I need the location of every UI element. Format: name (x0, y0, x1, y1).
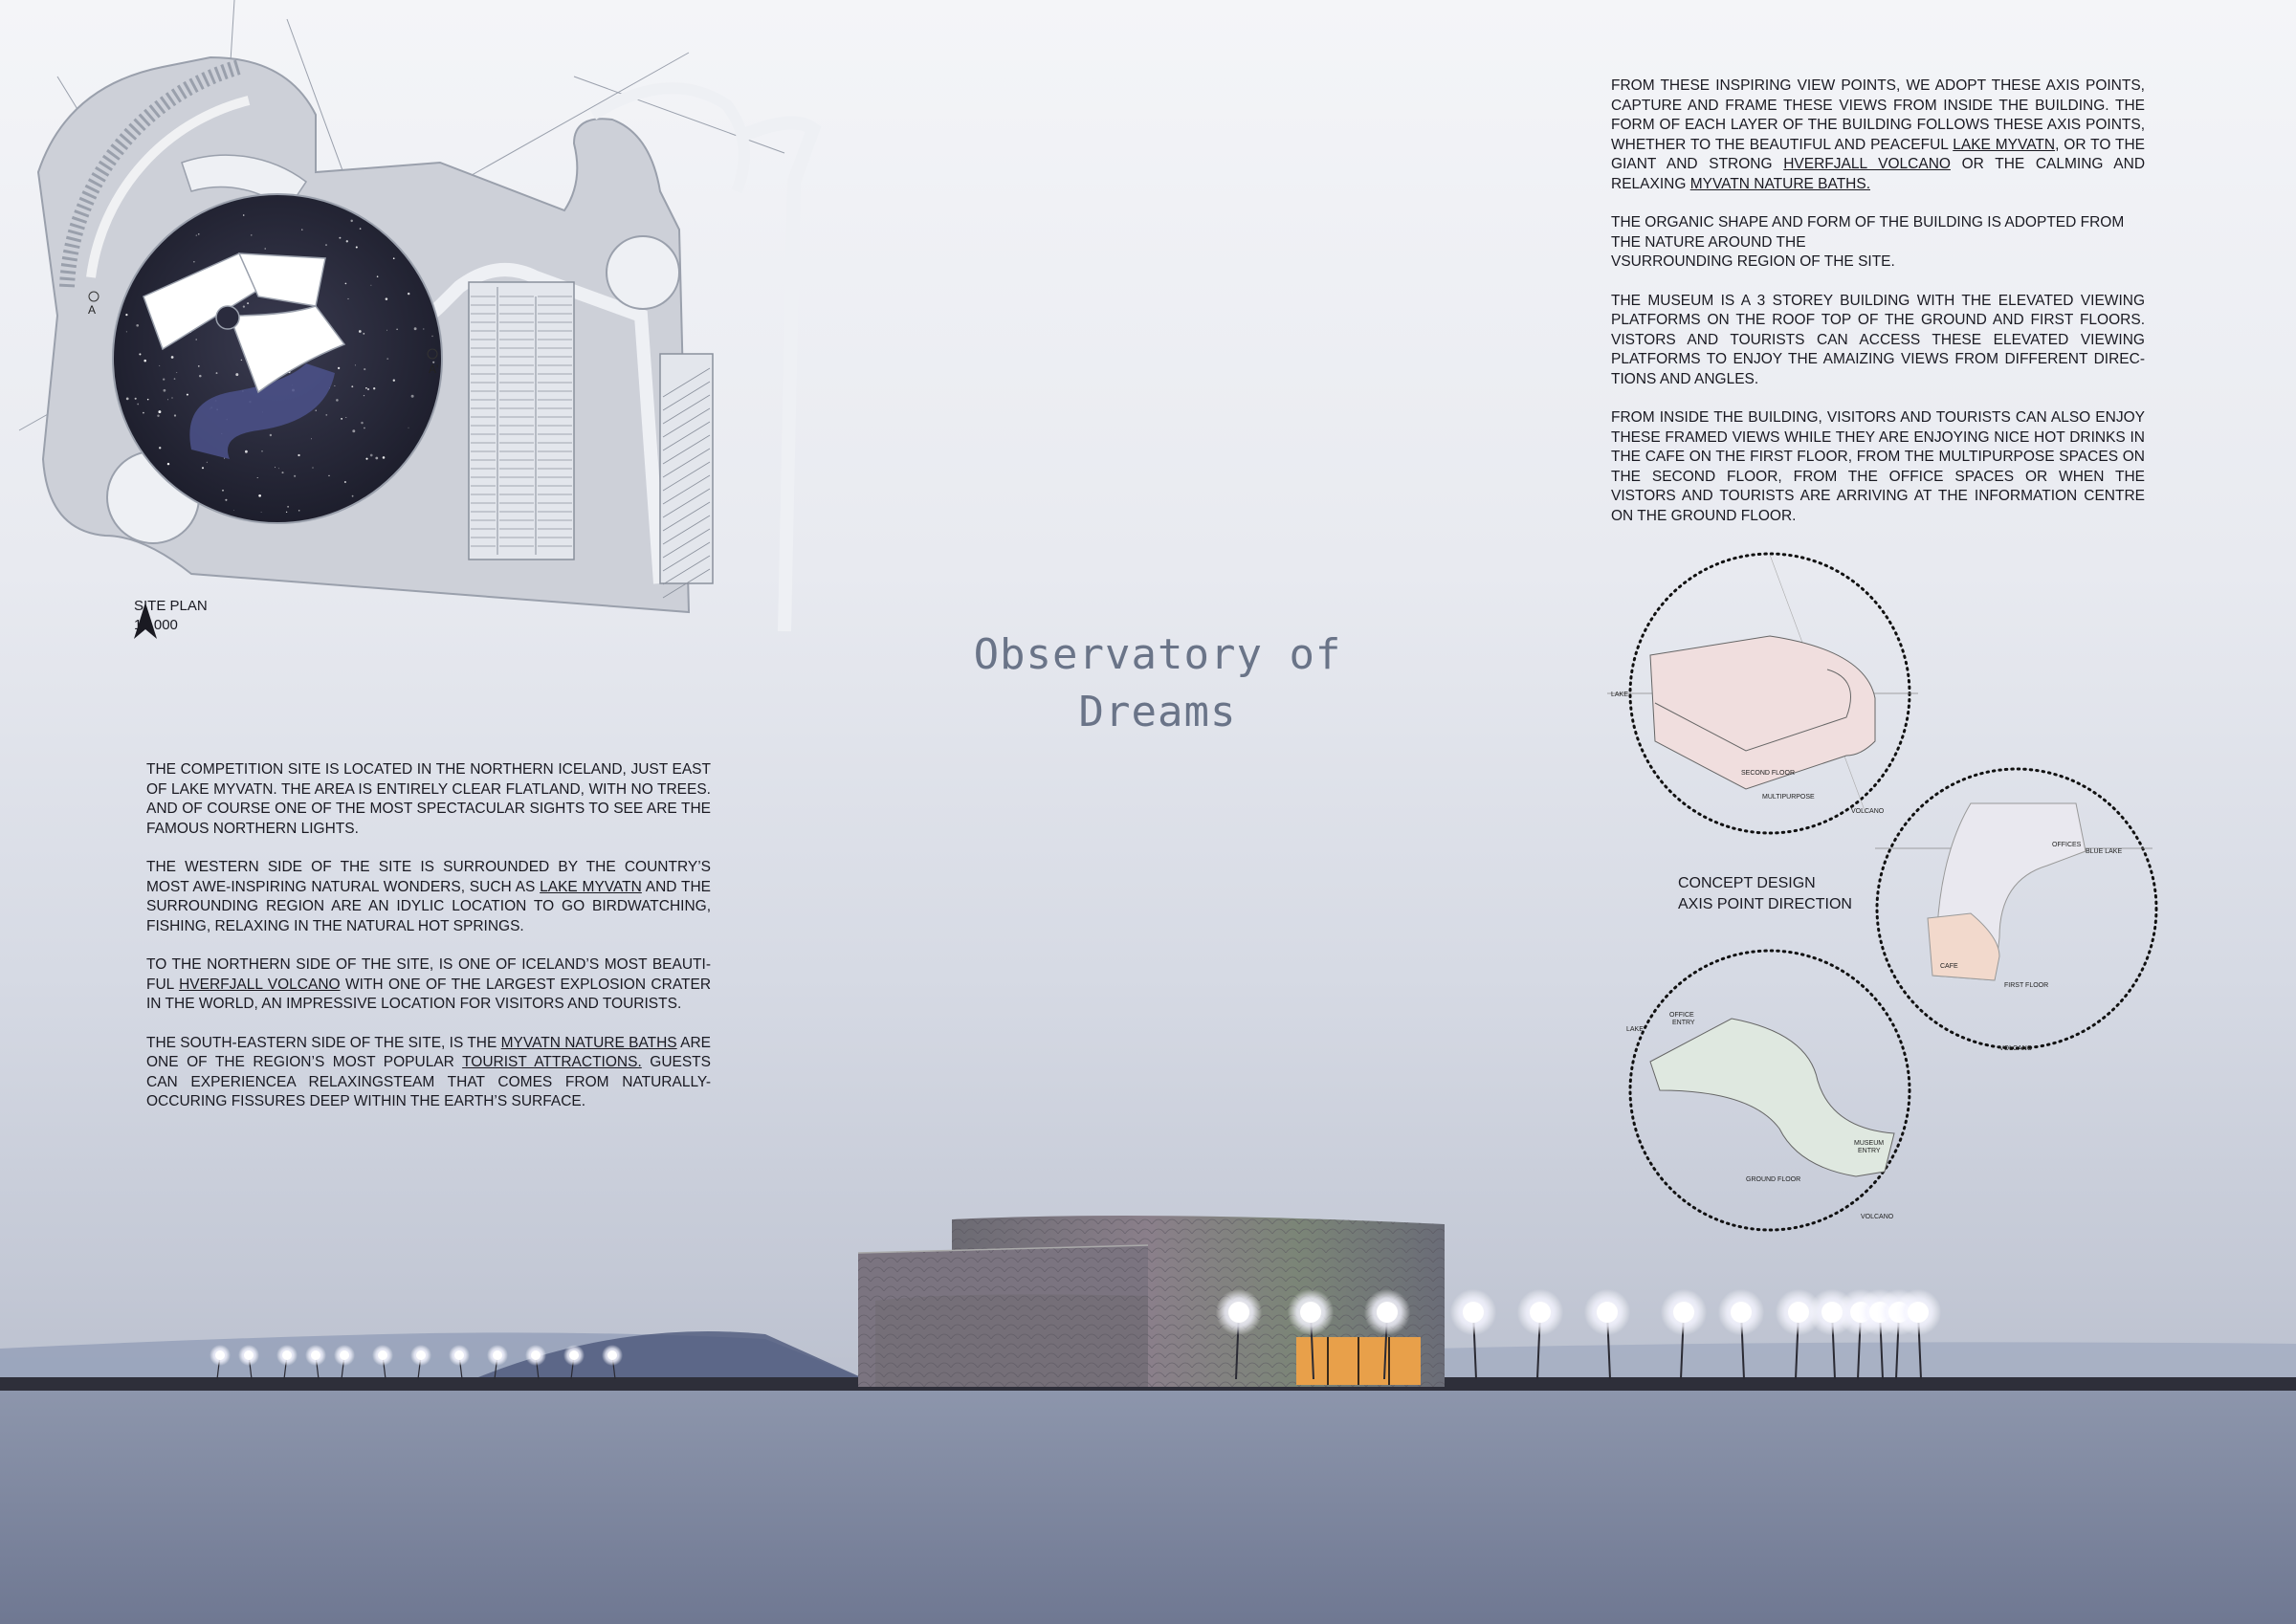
concept-label (1678, 873, 1852, 915)
left-description (146, 760, 711, 1112)
left-paragraph-4 (146, 1034, 711, 1112)
roundabout (607, 236, 679, 309)
right-paragraph-3: THE MUSEUM IS A 3 STOREY BUILDING WITH THE ELEVATED VIEWING PLATFORMS ON THE ROOF TOP OF THE GROUND AND FIRST FLOORS. VISTORS AND TOURISTS CAN ACCESS THESE ELEVATED VIEWING PLATFORMS TO ENJOY THE AMAIZING VIEWS FROM DIFFERENT DIRECTIONS AND ANGLES. (1611, 292, 2145, 387)
left-paragraph-2 (146, 858, 711, 936)
label-museum-entry-2: ENTRY (1858, 1148, 1881, 1154)
left-paragraph-1: THE COMPETITION SITE IS LOCATED IN THE NORTHERN ICELAND, JUST EAST OF LAKE MYVATN. THE AREA IS ENTIRELY CLEAR FLATLAND, WITH NO TREES. AND OF COURSE ONE OF THE MOST SPECTACULAR SIGHTS TO SEE ARE THE FAMOUS NORTHERN LIGHTS. (146, 761, 711, 837)
text-run: THE SOUTH-EASTERN SIDE OF THE SITE, IS THE (146, 1034, 501, 1051)
text-run: WITH ONE OF THE LARGEST EXPLOSION CRATER IN THE WORLD, AN IMPRESSIVE LOCATION FOR VISITORS AND TOURISTS. (146, 976, 712, 1012)
label-first-floor: FIRST FLOOR (2004, 982, 2049, 989)
label-office-entry-1: OFFICE (1669, 1012, 1694, 1019)
label-second-floor: SECOND FLOOR (1741, 770, 1796, 777)
site-plan-title: SITE PLAN (134, 598, 208, 614)
museum-building (858, 1216, 1445, 1387)
right-description (1611, 77, 2145, 526)
building-render (0, 1196, 2296, 1624)
label-volcano-1: VOLCANO (1851, 808, 1885, 815)
text-run: , OR TO THE GIANT AND STRONG (1611, 136, 2145, 172)
label-blue-lake: BLUE LAKE (2086, 848, 2123, 855)
underlined-term: MYVATN NATURE BATHS. (1689, 175, 1871, 192)
underlined-term: MYVATN NATURE BATHS (500, 1034, 677, 1051)
text-run: ARE ONE OF THE REGION’S MOST POPULAR (146, 1034, 711, 1070)
underlined-term: HVERFJALL VOLCANO (179, 976, 341, 993)
title-line-1: Observatory of (973, 630, 1342, 679)
right-paragraph-2-line-a: THE ORGANIC SHAPE AND FORM OF THE BUILDING IS ADOPTED FROM THE NATURE AROUND THE (1611, 214, 2125, 251)
label-offices: OFFICES (2052, 842, 2082, 848)
underlined-term: LAKE MYVATN (1953, 136, 2056, 153)
ground-floor-diagram (1626, 1012, 1894, 1220)
left-paragraph-3 (146, 955, 711, 1015)
label-volcano-3: VOLCANO (1861, 1214, 1894, 1220)
snowy-ground (0, 1382, 2296, 1624)
right-paragraph-2 (1611, 213, 2145, 273)
concept-label-line-1: CONCEPT DESIGN (1678, 875, 1816, 891)
text-run: TO THE NORTHERN SIDE OF THE SITE, IS ONE OF ICELAND’S MOST BEAUTIFUL (146, 956, 711, 993)
diagonal-parking (660, 354, 713, 583)
underlined-term: HVERFJALL VOLCANO (1783, 156, 1951, 172)
title-line-2: Dreams (1078, 688, 1237, 736)
svg-text:A: A (88, 303, 97, 317)
label-museum-entry-1: MUSEUM (1854, 1140, 1885, 1147)
underlined-term: TOURIST ATTRACTIONS. (462, 1054, 642, 1070)
parking-lot (469, 282, 574, 560)
concept-label-line-2: AXIS POINT DIRECTION (1678, 896, 1852, 912)
text-run: OR THE CALMING AND RELAXING (1611, 156, 2146, 192)
second-floor-diagram (1607, 555, 1918, 815)
text-run: GUESTS CAN EXPERIENCEA RELAXINGSTEAM THAT COMES FROM NATURALLY-OCCURING FISSURES DEEP WITHIN THE EARTH’S SURFACE. (146, 1054, 711, 1109)
label-volcano-2: VOLCANO (1999, 1045, 2033, 1052)
text-run: THE WESTERN SIDE OF THE SITE IS SURROUNDED BY THE COUNTRY’S MOST AWE-INSPIRING NATURAL WONDERS, SUCH AS (146, 859, 711, 895)
text-run: AND THE SURROUNDING REGION ARE AN IDYLIC LOCATION TO GO BIRDWATCHING, FISHING, RELAXING IN THE NATURAL HOT SPRINGS. (146, 878, 712, 934)
site-plan-scale: 1:1000 (134, 617, 178, 633)
text-run: FROM THESE INSPIRING VIEW POINTS, WE ADOPT THESE AXIS POINTS, CAPTURE AND FRAME THESE VIEWS FROM INSIDE THE BUILDING. THE FORM OF EACH LAYER OF THE BUILDING FOLLOWS THESE AXIS POINTS, WHETHER TO THE BEAUTIFUL AND PEACEFUL (1611, 77, 2145, 153)
page-title (842, 626, 1473, 741)
site-plan-drawing (0, 0, 861, 669)
label-office-entry-2: ENTRY (1672, 1020, 1695, 1026)
label-cafe: CAFE (1940, 963, 1958, 970)
label-lake: LAKE (1611, 691, 1628, 698)
first-floor-diagram (1875, 803, 2152, 1052)
right-paragraph-2-line-b: VSURROUNDING REGION OF THE SITE. (1611, 253, 1895, 270)
label-multipurpose: MULTIPURPOSE (1762, 794, 1815, 801)
right-paragraph-4: FROM INSIDE THE BUILDING, VISITORS AND TOURISTS CAN ALSO ENJOY THESE FRAMED VIEWS WHILE THEY ARE ENJOYING NICE HOT DRINKS IN THE CAFE ON THE FIRST FLOOR, FROM THE MULTIPURPOSE SPACES ON THE SECOND FLOOR, FROM THE OFFICE SPACES OR WHEN THE VISTORS AND TOURISTS ARE ARRIVING AT THE INFORMATION CENTRE ON THE GROUND FLOOR. (1611, 409, 2145, 524)
svg-text:A': A' (429, 362, 439, 376)
site-plan-label (134, 597, 208, 635)
right-paragraph-1 (1611, 77, 2145, 194)
underlined-term: LAKE MYVATN (540, 878, 642, 895)
label-lake-2: LAKE (1626, 1026, 1644, 1033)
label-ground-floor: GROUND FLOOR (1746, 1176, 1801, 1183)
